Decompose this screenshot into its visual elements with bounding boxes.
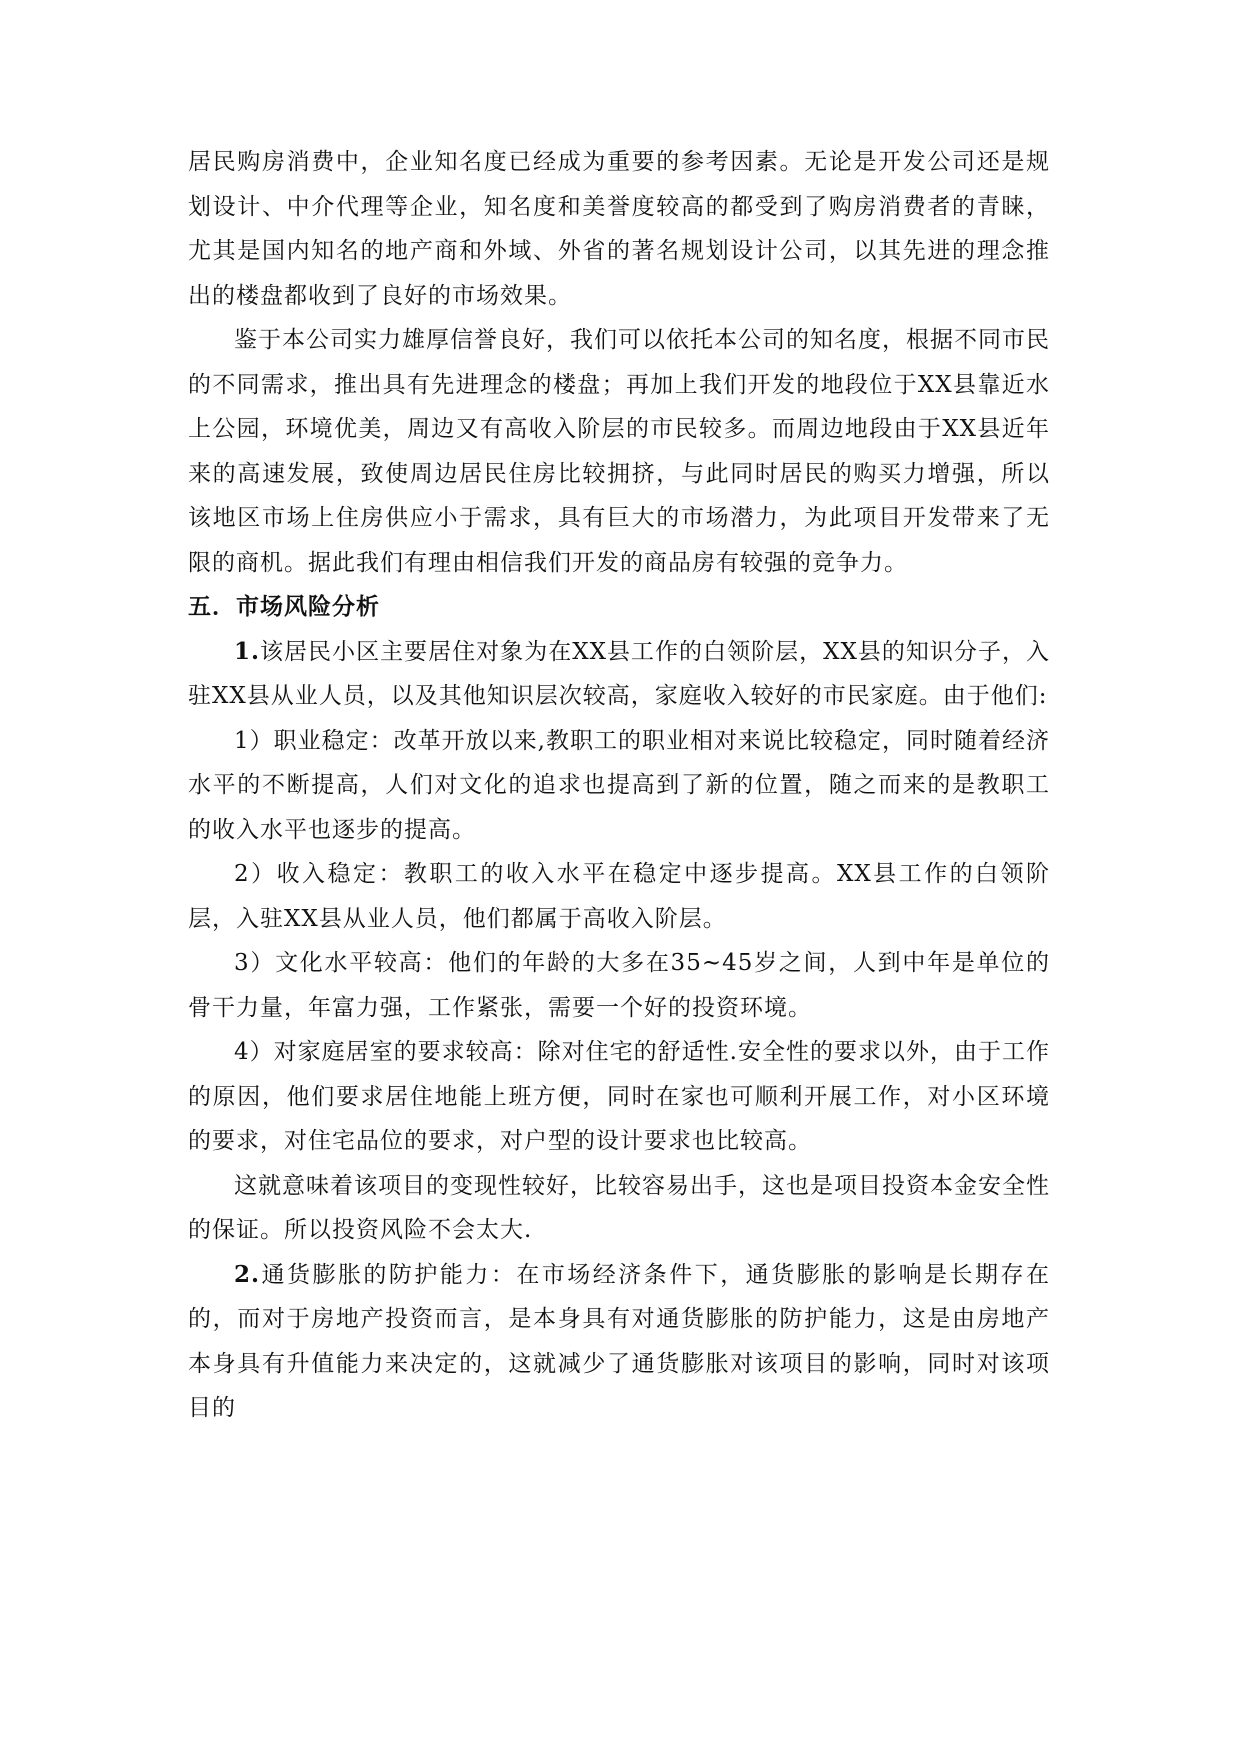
sub-item-housing-requirements: 4）对家庭居室的要求较高：除对住宅的舒适性.安全性的要求以外，由于工作的原因，他们要求居住地能上班方便，同时在家也可顺利开展工作，对小区环境的要求，对住宅品位的要求，对户型的设计要求也比较高。 xyxy=(188,1039,1050,1154)
paragraph-brand-awareness: 居民购房消费中，企业知名度已经成为重要的参考因素。无论是开发公司还是规划设计、中介代理等企业，知名度和美誉度较高的都受到了购房消费者的青睐，尤其是国内知名的地产商和外域、外省的著名规划设计公司，以其先进的理念推出的楼盘都收到了良好的市场效果。 xyxy=(188,149,1050,309)
list-item-2-text: 通货膨胀的防护能力：在市场经济条件下，通货膨胀的影响是长期存在的，而对于房地产投资而言，是本身具有对通货膨胀的防护能力，这是由房地产本身具有升值能力来决定的，这就减少了通货膨胀对该项目的影响，同时对该项目的 xyxy=(188,1261,1050,1421)
paragraph-liquidity: 这就意味着该项目的变现性较好，比较容易出手，这也是项目投资本金安全性的保证。所以投资风险不会太大. xyxy=(188,1172,1050,1243)
sub-item-income-stability: 2）收入稳定：教职工的收入水平在稳定中逐步提高。XX县工作的白领阶层，入驻XX县从业人员，他们都属于高收入阶层。 xyxy=(188,861,1050,932)
list-item-2-number: 2. xyxy=(234,1260,261,1288)
list-item-2 xyxy=(188,1253,1050,1431)
paragraph-company-strength: 鉴于本公司实力雄厚信誉良好，我们可以依托本公司的知名度，根据不同市民的不同需求，推出具有先进理念的楼盘；再加上我们开发的地段位于XX县靠近水上公园，环境优美，周边又有高收入阶层的市民较多。而周边地段由于XX县近年来的高速发展，致使周边居民住房比较拥挤，与此同时居民的购买力增强，所以该地区市场上住房供应小于需求，具有巨大的市场潜力，为此项目开发带来了无限的商机。据此我们有理由相信我们开发的商品房有较强的竞争力。 xyxy=(188,327,1050,576)
section-heading-market-risk: 五．市场风险分析 xyxy=(188,594,380,620)
list-item-1-number: 1. xyxy=(234,637,261,665)
sub-item-job-stability: 1）职业稳定：改革开放以来,教职工的职业相对来说比较稳定，同时随着经济水平的不断提高，人们对文化的追求也提高到了新的位置，随之而来的是教职工的收入水平也逐步的提高。 xyxy=(188,727,1050,843)
list-item-1-text: 该居民小区主要居住对象为在XX县工作的白领阶层，XX县的知识分子，入驻XX县从业人员，以及其他知识层次较高，家庭收入较好的市民家庭。由于他们: xyxy=(188,638,1050,709)
sub-item-education-level: 3）文化水平较高：他们的年龄的大多在35~45岁之间，人到中年是单位的骨干力量，年富力强，工作紧张，需要一个好的投资环境。 xyxy=(188,950,1050,1021)
list-item-1 xyxy=(188,630,1050,719)
document-body xyxy=(188,140,1050,1431)
